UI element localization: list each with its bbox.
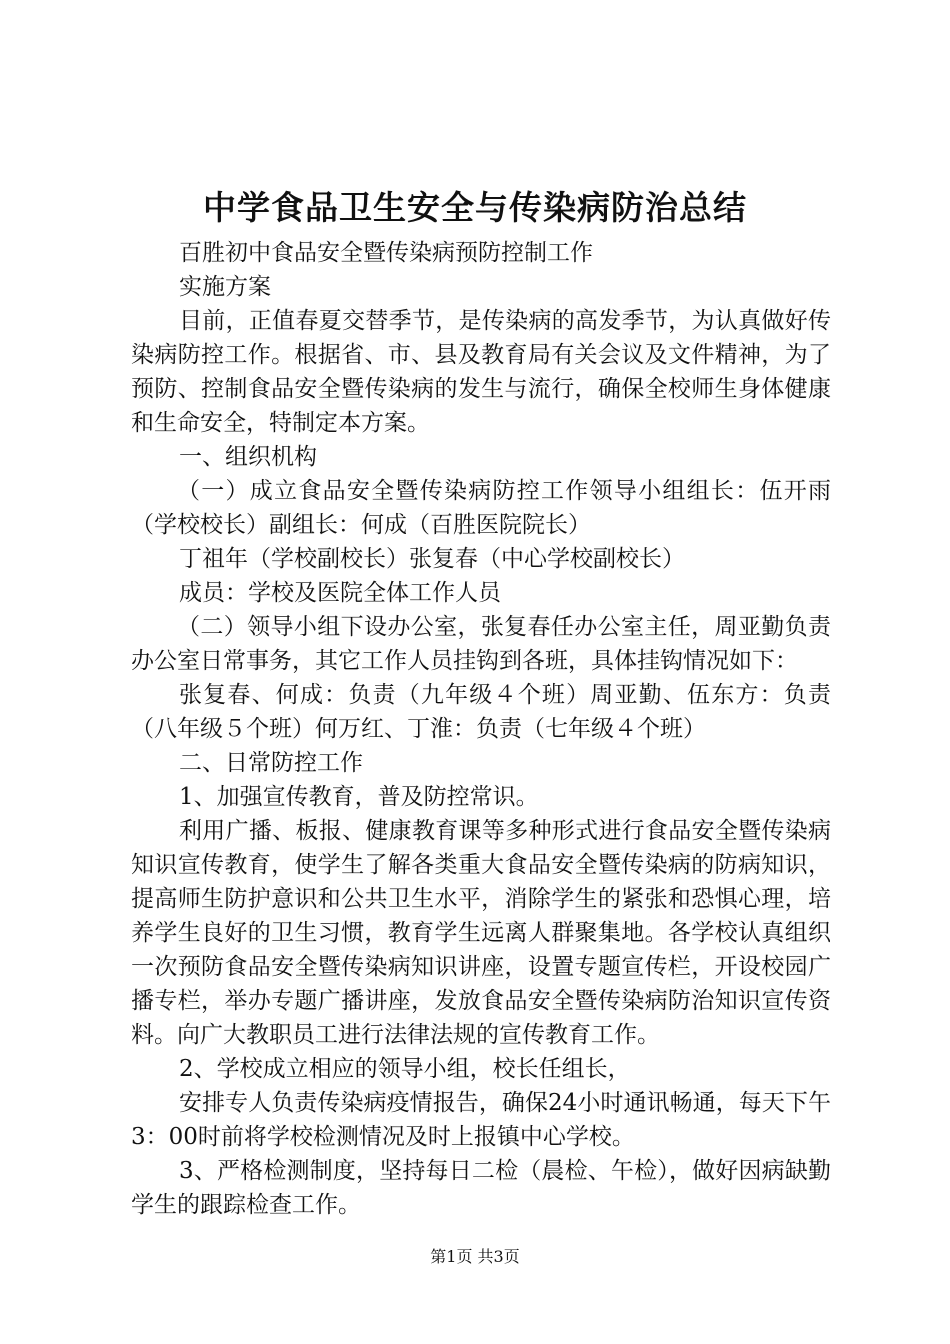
paragraph-class-assignment: 张复春、何成：负责（九年级４个班）周亚勤、伍东方：负责（八年级５个班）何万红、丁淮：负责（七年级４个班）: [131, 682, 831, 742]
document-body: [131, 236, 831, 1222]
paragraph-intro: 目前，正值春夏交替季节，是传染病的高发季节，为认真做好传染病防控工作。根据省、市、县及教育局有关会议及文件精神，为了预防、控制食品安全暨传染病的发生与流行，确保全校师生身体健康和生命安全，特制定本方案。: [131, 308, 831, 436]
document-title: 中学食品卫生安全与传染病防治总结: [203, 188, 747, 227]
paragraph-item-1: 1、加强宣传教育，普及防控常识。: [179, 784, 539, 810]
paragraph-item-2: 2、学校成立相应的领导小组，校长任组长，: [179, 1056, 631, 1082]
paragraph-members: 成员：学校及医院全体工作人员: [179, 580, 501, 606]
paragraph-item-3: 3、严格检测制度，坚持每日二检（晨检、午检），做好因病缺勤学生的跟踪检查工作。: [131, 1158, 831, 1218]
paragraph-leader-group: （一）成立食品安全暨传染病防控工作领导小组组长：伍开雨（学校校长）副组长：何成（百胜医院院长）: [131, 478, 831, 538]
paragraph-education: 利用广播、板报、健康教育课等多种形式进行食品安全暨传染病知识宣传教育，使学生了解各类重大食品安全暨传染病的防病知识，提高师生防护意识和公共卫生水平，消除学生的紧张和恐惧心理，培养学生良好的卫生习惯，教育学生远离人群聚集地。各学校认真组织一次预防食品安全暨传染病知识讲座，设置专题宣传栏，开设校园广播专栏，举办专题广播讲座，发放食品安全暨传染病防治知识宣传资料。向广大教职员工进行法律法规的宣传教育工作。: [131, 818, 831, 1048]
paragraph-subtitle-cont: 实施方案: [179, 274, 271, 300]
paragraph-office: （二）领导小组下设办公室，张复春任办公室主任，周亚勤负责办公室日常事务，其它工作人员挂钩到各班，具体挂钩情况如下：: [131, 614, 831, 674]
heading-daily-work: 二、日常防控工作: [179, 750, 363, 776]
paragraph-vice-leaders: 丁祖年（学校副校长）张复春（中心学校副校长）: [179, 546, 685, 572]
paragraph-subtitle: 百胜初中食品安全暨传染病预防控制工作: [179, 240, 593, 266]
paragraph-report: 安排专人负责传染病疫情报告，确保24小时通讯畅通，每天下午3：00时前将学校检测情况及时上报镇中心学校。: [131, 1090, 831, 1150]
page-number: 第1页 共3页: [430, 1247, 520, 1266]
heading-organization: 一、组织机构: [179, 444, 317, 470]
